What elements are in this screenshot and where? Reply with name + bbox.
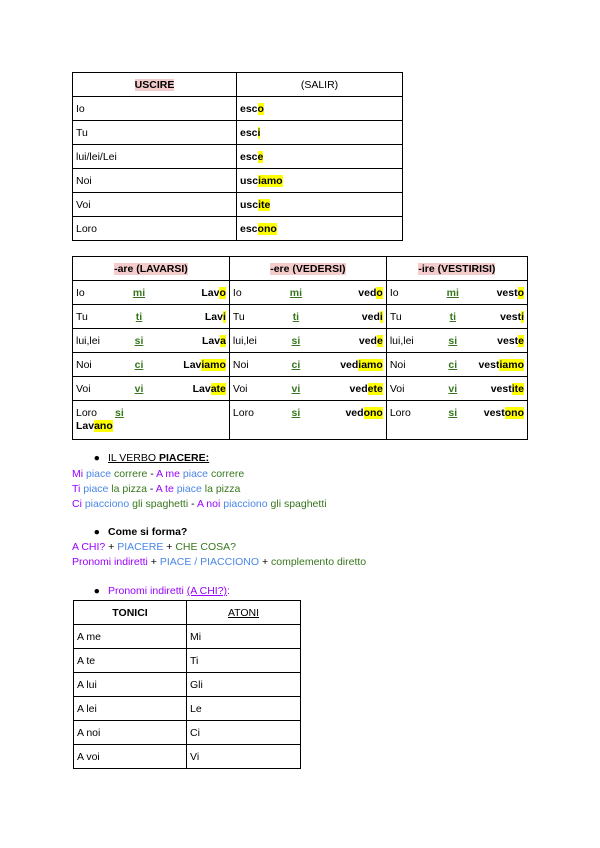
tonici-cell: A lei [74,697,187,721]
verb-stem: ved [358,334,377,347]
verb-text: piace [83,483,109,495]
pronomi-heading [72,584,230,599]
vedersi-header-cell [229,257,386,281]
atoni-header: ATONI [227,606,260,619]
lavarsi-header: -are (LAVARSI) [114,262,188,275]
reflexive-table [72,256,528,440]
object-text: la pizza [201,483,241,495]
verb-stem: Lav [201,334,221,347]
bullet-icon: ● [93,452,100,464]
verb-text: piace [86,468,112,480]
formula-plus: + [163,541,176,553]
person-cell: Loro [386,401,435,440]
verb-text: piacciono [223,498,268,510]
pronoun-cell: ti [278,305,314,329]
forma-heading-text: Come si forma? [108,526,188,538]
tonici-header: TONICI [74,601,187,625]
verb-cell [314,305,386,329]
verb-cell [471,353,528,377]
verb-cell [471,281,528,305]
verb-stem: vest [483,407,505,419]
verb-stem: Lav [183,358,202,371]
uscire-header-cell [73,73,237,97]
piacere-example-3 [72,497,327,512]
formula-part: CHE COSA? [175,541,236,553]
pronoun-cell: mi [121,281,157,305]
pronoun-cell: si [278,401,314,440]
table-row [73,329,528,353]
pronoun-label: si [115,407,124,419]
pronoun-cell: mi [278,281,314,305]
verb-cell [314,281,386,305]
verb-cell [471,305,528,329]
person-cell: Tu [73,305,122,329]
formula-plus: + [105,541,118,553]
piacere-heading-pre: IL VERBO [108,452,159,464]
person-cell: Tu [386,305,435,329]
table-row [73,281,528,305]
piacere-heading [72,451,209,466]
pronoun-cell: ti [121,305,157,329]
separator-text: - [188,498,197,510]
pronoun-cell: ci [435,353,471,377]
atoni-cell: Vi [187,745,301,769]
atoni-cell: Gli [187,673,301,697]
verb-text: piacciono [84,498,130,510]
pronomi-heading-text: Pronomi indiretti [108,585,187,597]
verb-stem: Lav [201,286,220,299]
pronoun-cell: vi [435,377,471,401]
verb-stem: vest [478,358,500,371]
table-row [73,97,403,121]
object-text: gli spaghetti [267,498,327,510]
formula-part: PIACERE [117,541,164,553]
vedersi-header: -ere (VEDERSI) [270,262,346,275]
verb-ending: iamo [358,358,383,371]
formula-part: PIACE / PIACCIONO [159,556,260,568]
verb-ending: i [222,310,226,323]
pronoun-text: A te [155,483,177,495]
person-cell: Voi [73,377,122,401]
bullet-icon: ● [93,585,100,597]
uscire-header-label: USCIRE [134,78,175,91]
atoni-cell: Mi [187,625,301,649]
pronoun-cell: ti [435,305,471,329]
object-text: gli spaghetti [129,498,189,510]
verb-stem: Lav [204,310,223,323]
table-row [74,625,301,649]
tonici-cell: A voi [74,745,187,769]
verb-cell [471,329,528,353]
lavarsi-loro-cell [73,401,230,440]
verb-ending: e [518,334,524,347]
pronoun-text: Mi [72,468,86,480]
vestirisi-header: -ire (VESTIRISI) [418,262,496,275]
forma-formula-2 [72,555,366,570]
verb-stem: vest [496,286,518,299]
verb-ending: e [257,150,264,163]
person-cell: Loro [73,217,237,241]
atoni-cell: Ti [187,649,301,673]
verb-stem: ved [361,310,380,323]
verb-cell [157,305,229,329]
verb-ending: iamo [258,174,283,187]
verb-ending: ono [504,407,524,419]
pronomi-table [73,600,301,769]
table-row [74,673,301,697]
verb-stem: esc [240,102,258,115]
formula-plus: + [147,556,160,568]
table-row [73,305,528,329]
verb-ending: o [376,286,383,299]
salir-header-label: (SALIR) [300,78,339,91]
verb-stem: usc [240,174,259,187]
object-text: la pizza [108,483,147,495]
table-row [74,745,301,769]
table-row [74,721,301,745]
atoni-header-cell [187,601,301,625]
verb-cell [314,353,386,377]
person-cell: Io [73,97,237,121]
person-cell: Io [73,281,122,305]
person-cell: lui/lei/Lei [73,145,237,169]
table-row [73,169,403,193]
pronoun-cell: ci [278,353,314,377]
verb-stem: ved [340,358,359,371]
verb-cell [314,377,386,401]
verb-ending: i [257,126,261,139]
person-label: Loro [76,407,98,419]
verb-stem: Lav [76,420,95,432]
table-row [73,145,403,169]
verb-ending: iamo [201,358,226,371]
forma-formula-1 [72,540,236,555]
forma-heading [72,525,187,540]
verb-cell [237,145,403,169]
verb-stem: ved [358,286,377,299]
verb-ending: o [219,286,226,299]
verb-cell [237,121,403,145]
verb-ending: e [376,334,383,347]
object-text: correre [208,468,245,480]
verb-text: piace [182,468,209,480]
tonici-cell: A lui [74,673,187,697]
person-cell: Io [229,281,278,305]
verb-ending: ono [363,407,383,419]
piacere-heading-bold: PIACERE: [158,452,210,464]
person-cell: Voi [73,193,237,217]
person-cell: Loro [229,401,278,440]
verb-stem: usc [240,198,259,211]
person-cell: lui,lei [229,329,278,353]
salir-header-cell [237,73,403,97]
table-row [74,697,301,721]
table-header-row [73,73,403,97]
verb-cell [314,401,386,440]
person-cell: Voi [386,377,435,401]
person-cell: Tu [73,121,237,145]
person-cell: Io [386,281,435,305]
table-row [73,193,403,217]
pronomi-heading-colon: : [227,585,230,597]
table-row [74,649,301,673]
verb-stem: esc [240,126,258,139]
pronoun-cell: si [435,401,471,440]
pronoun-cell: si [435,329,471,353]
formula-part: A CHI? [72,541,106,553]
person-cell: Noi [73,169,237,193]
verb-cell [237,217,403,241]
table-row [73,401,528,440]
pronoun-cell: si [121,329,157,353]
formula-part: Pronomi indiretti [72,556,148,568]
verb-ending: ano [94,420,113,432]
pronoun-cell: vi [121,377,157,401]
verb-stem: vest [490,382,512,395]
verb-ending: iamo [499,358,524,371]
verb-cell [157,353,229,377]
pronoun-cell: mi [435,281,471,305]
separator-text: - [146,483,156,495]
formula-part: complemento diretto [271,556,367,568]
verb-cell [237,193,403,217]
verb-ending: ono [257,222,277,235]
pronoun-cell: vi [278,377,314,401]
pronoun-text: A noi [196,498,224,510]
table-row [73,121,403,145]
verb-ending: ete [367,382,383,395]
tonici-cell: A te [74,649,187,673]
verb-ending: ate [210,382,226,395]
verb-cell [157,329,229,353]
verb-cell [471,401,528,440]
tonici-cell: A noi [74,721,187,745]
atoni-cell: Le [187,697,301,721]
pronoun-cell: si [278,329,314,353]
pronoun-text: Ci [72,498,85,510]
tonici-cell: A me [74,625,187,649]
pronoun-text: A me [156,468,183,480]
verb-stem: ved [345,407,364,419]
table-row [73,217,403,241]
table-row [73,353,528,377]
uscire-table [72,72,403,241]
verb-cell [237,169,403,193]
bullet-icon: ● [93,526,100,538]
verb-stem: vest [497,334,519,347]
person-cell: Noi [229,353,278,377]
verb-cell [237,97,403,121]
table-header-row [74,601,301,625]
verb-ending: o [257,102,264,115]
verb-stem: Lav [192,382,211,395]
lavarsi-header-cell [73,257,230,281]
verb-cell [471,377,528,401]
verb-text: piace [176,483,202,495]
table-header-row [73,257,528,281]
verb-cell [314,329,386,353]
person-cell: lui,lei [73,329,122,353]
verb-ending: i [521,310,524,323]
piacere-example-1 [72,467,244,482]
person-cell: lui,lei [386,329,435,353]
verb-ending: ite [511,382,524,395]
verb-stem: esc [240,222,258,235]
verb-stem: ved [349,382,368,395]
pronomi-heading-paren: (A CHI?) [186,585,228,597]
person-cell: Voi [229,377,278,401]
verb-ending: i [379,310,383,323]
table-row [73,377,528,401]
verb-ending: o [517,286,524,299]
verb-stem: esc [240,150,258,163]
atoni-cell: Ci [187,721,301,745]
pronoun-cell: ci [121,353,157,377]
verb-ending: a [220,334,226,347]
verb-ending: ite [258,198,271,211]
object-text: correre [111,468,148,480]
pronoun-text: Ti [72,483,84,495]
verb-stem: vest [500,310,522,323]
person-cell: Tu [229,305,278,329]
verb-cell [157,281,229,305]
verb-cell [157,377,229,401]
separator-text: - [147,468,157,480]
formula-plus: + [259,556,271,568]
person-cell: Noi [73,353,122,377]
person-cell: Noi [386,353,435,377]
piacere-example-2 [72,482,240,497]
vestirisi-header-cell [386,257,527,281]
